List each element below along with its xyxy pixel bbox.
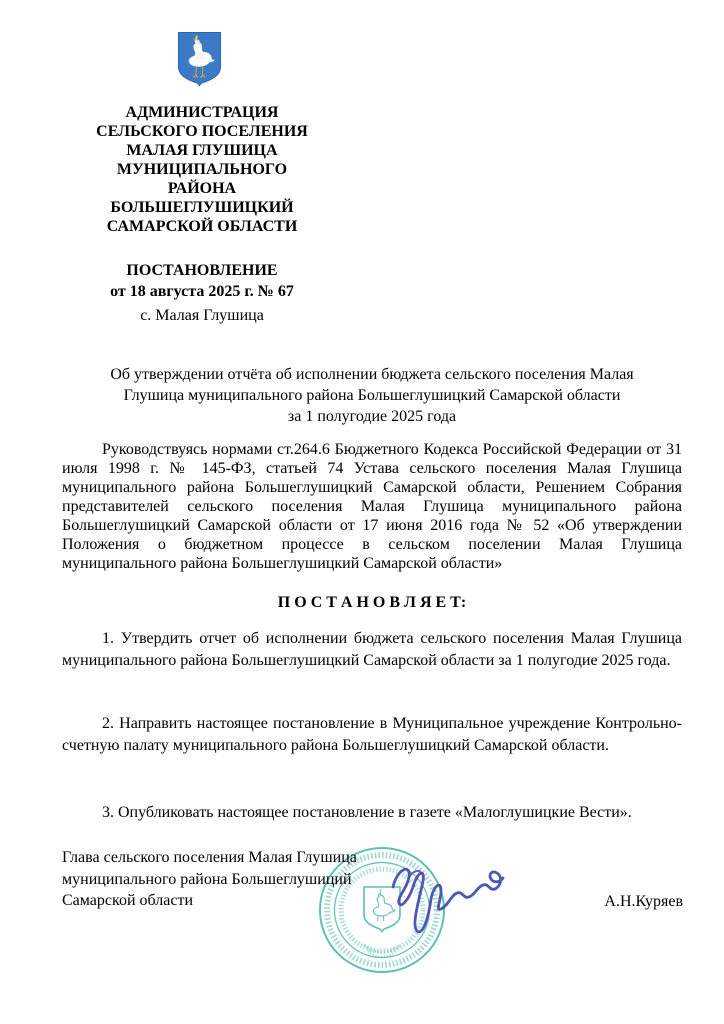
- signatory-position-line: Глава сельского поселения Малая Глушица: [62, 849, 357, 866]
- doc-title: [62, 364, 682, 427]
- coat-of-arms-icon: [177, 31, 222, 86]
- org-header-line: САМАРСКОЙ ОБЛАСТИ: [106, 218, 298, 235]
- doc-title-line: за 1 полугодие 2025 года: [287, 408, 457, 425]
- signatory-position-line: Самарской области: [62, 892, 193, 909]
- resolution-item-2: 2. Направить настоящее постановление в Муниципальное учреждение Контрольно-счетную палату муниципального района Большеглушицкий Самарской области.: [62, 715, 682, 754]
- org-header-line: МАЛАЯ ГЛУШИЦА: [126, 142, 278, 159]
- doc-date-number: от 18 августа 2025 г. № 67: [110, 283, 294, 300]
- preamble-paragraph: Руководствуясь нормами ст.264.6 Бюджетного Кодекса Российской Федерации от 31 июля 1998 г. № 145-ФЗ, статьей 74 Устава сельского поселения Малая Глушица муниципального района Большеглушицкий Самарской области, Решением Собрания представителей сельского поселения Малая Глушица муниципального района Большеглушицкий Самарской области от 17 июня 2016 года № 52 «Об утверждении Положения о бюджетном процессе в сельском поселении Малая Глушица муниципального района Большеглушицкий Самарской области»: [62, 441, 682, 572]
- doc-title-line: Глушица муниципального района Большеглушицкий Самарской области: [123, 387, 621, 404]
- org-header-line: РАЙОНА: [167, 180, 237, 197]
- doc-type: ПОСТАНОВЛЕНИЕ: [126, 262, 278, 279]
- org-header-line: МУНИЦИПАЛЬНОГО: [116, 161, 288, 178]
- org-header: [52, 103, 352, 236]
- doc-title-line: Об утверждении отчёта об исполнении бюджета сельского поселения Малая: [110, 366, 634, 383]
- org-header-line: БОЛЬШЕГЛУШИЦКИЙ: [110, 199, 294, 216]
- signature-ink-icon: [385, 853, 505, 948]
- org-header-line: СЕЛЬСКОГО ПОСЕЛЕНИЯ: [96, 123, 308, 140]
- resolves-heading: П О С Т А Н О В Л Я Е Т:: [277, 594, 467, 611]
- doc-place: с. Малая Глушица: [140, 307, 264, 324]
- resolution-item-1: 1. Утвердить отчет об исполнении бюджета сельского поселения Малая Глушица муниципального района Большеглушицкий Самарской области за 1 полугодие 2025 года.: [62, 630, 682, 669]
- signatory-name: А.Н.Куряев: [604, 893, 683, 910]
- signatory-position: [62, 847, 392, 912]
- coat-of-arms: [177, 31, 222, 86]
- doc-type-block: [52, 260, 352, 302]
- org-header-line: АДМИНИСТРАЦИЯ: [125, 104, 279, 121]
- signatory-position-line: муниципального района Большеглушиций: [62, 870, 352, 888]
- resolution-item-3: 3. Опубликовать настоящее постановление в газете «Малоглушицкие Вести».: [102, 804, 632, 821]
- handwritten-signature: [385, 853, 505, 948]
